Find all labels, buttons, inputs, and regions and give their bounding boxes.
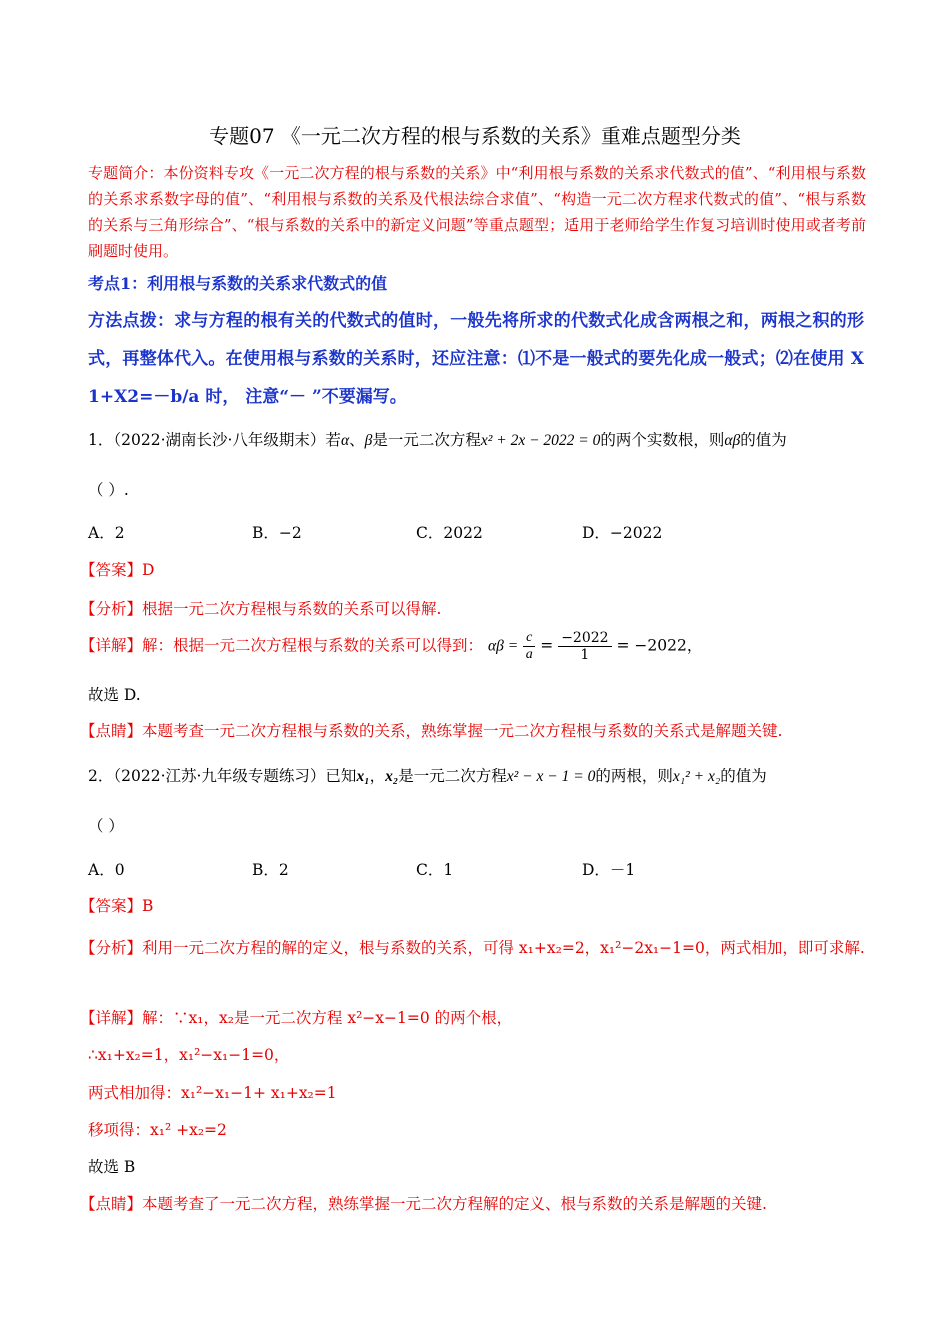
section1-method: 方法点拨：求与方程的根有关的代数式的值时，一般先将所求的代数式化成含两根之和，两根之积的形式，再整体代入。在使用根与系数的关系时，还应注意：⑴不是一般式的要先化成一般式；⑵在使用 X1+X2=－b/a 时， 注意“－ ”不要漏写。 [88, 311, 864, 407]
q2-x2: x₂ [385, 768, 399, 785]
q1-detail: 【详解】解：根据一元二次方程根与系数的关系可以得到： αβ = $\frac{c}{a}$ = $\frac{-2022}{1}$ = −2022， [80, 630, 703, 663]
q2-option-b: B．2 [252, 861, 289, 879]
q1-product: αβ [724, 432, 741, 449]
q2-end: 的两根，则 [595, 767, 673, 785]
q1-source: （2022·湖南长沙·八年级期末）若 [113, 431, 341, 449]
q2-comment: 【点睛】本题考查了一元二次方程，熟练掌握一元二次方程解的定义、根与系数的关系是解题的关键. [80, 1195, 767, 1213]
q2-expression: x₁² + x₂ [672, 768, 721, 785]
q2-mid: 是一元二次方程 [398, 767, 507, 785]
q1-stem [88, 428, 787, 450]
q2-source: （2022·江苏·九年级专题练习）已知 [113, 767, 357, 785]
q1-option-d: D．−2022 [582, 524, 663, 542]
q2-end2: 的值为 [720, 767, 767, 785]
q2-conclusion: 故选 B [88, 1158, 136, 1176]
q2-number: 2． [88, 767, 114, 785]
q1-detail-rhs: = −2022， [616, 636, 703, 655]
frac-numerator: −2022 [558, 630, 611, 647]
q1-option-a: A．2 [88, 524, 125, 542]
q1-end: 的两个实数根，则 [600, 431, 725, 449]
q2-line2: ∴x₁+x₂=1，x₁²−x₁−1=0， [88, 1046, 290, 1064]
q2-option-d: D．－1 [582, 861, 636, 879]
q1-conclusion: 故选 D. [88, 686, 141, 704]
q1-comment: 【点睛】本题考查一元二次方程根与系数的关系，熟练掌握一元二次方程根与系数的关系式是解题关键. [80, 722, 783, 740]
q1-option-c: C．2022 [416, 524, 483, 542]
q1-alpha: α [340, 432, 350, 449]
q2-detail [80, 1006, 512, 1028]
q2-analysis: 【分析】利用一元二次方程的解的定义，根与系数的关系，可得 x₁+x₂=2，x₁²−2x₁−1=0，两式相加，即可求解. [80, 939, 865, 957]
q2-stem [88, 764, 767, 786]
q2-paren: （ ） [88, 817, 124, 835]
q2-answer: 【答案】B [80, 897, 154, 915]
q2-detail-text: 解：∵x₁，x₂是一元二次方程 x²−x−1=0 的两个根， [142, 1009, 513, 1027]
q2-detail-label: 【详解】 [80, 1009, 143, 1027]
section1-heading: 考点1：利用根与系数的关系求代数式的值 [88, 274, 388, 293]
page-title: 专题07 《一元二次方程的根与系数的关系》重难点题型分类 [209, 124, 741, 148]
q1-number: 1． [88, 431, 114, 449]
q2-sep: ， [369, 767, 386, 785]
q1-analysis: 【分析】根据一元二次方程根与系数的关系可以得解. [80, 600, 442, 618]
q1-detail-text: 解：根据一元二次方程根与系数的关系可以得到： [142, 636, 484, 655]
frac-numerator: c [523, 630, 535, 647]
intro-paragraph: 专题简介：本份资料专攻《一元二次方程的根与系数的关系》中“利用根与系数的关系求代数式的值”、“利用根与系数的关系求系数字母的值”、“利用根与系数的关系及代根法综合求值”、“构造一元二次方程求代数式的值”、“根与系数的关系与三角形综合”、“根与系数的关系中的新定义问题”等重点题型；适用于老师给学生作复习培训时使用或者考前刷题时使用。 [88, 164, 866, 260]
q2-equation: x² − x − 1 = 0 [506, 768, 596, 785]
q2-option-c: C．1 [416, 861, 454, 879]
q1-beta: β [364, 432, 373, 449]
q1-sep: 、 [349, 431, 365, 449]
q2-x1: x₁ [356, 768, 370, 785]
q1-detail-lhs: αβ = [487, 637, 519, 655]
q1-end2: 的值为 [740, 431, 787, 449]
q1-equation: x² + 2x − 2022 = 0 [480, 432, 601, 449]
q2-line4: 移项得：x₁² +x₂=2 [88, 1121, 227, 1139]
frac-denominator: 1 [580, 647, 590, 663]
q1-answer: 【答案】D [80, 561, 155, 579]
q1-fraction-value [558, 630, 611, 663]
q2-option-a: A．0 [88, 861, 125, 879]
q2-line3: 两式相加得：x₁²−x₁−1+ x₁+x₂=1 [88, 1084, 337, 1102]
q1-paren: （ ）. [88, 481, 129, 499]
frac-denominator: a [525, 647, 533, 662]
q1-detail-label: 【详解】 [80, 636, 143, 655]
q1-fraction-c-over-a [523, 630, 535, 663]
q1-mid: 是一元二次方程 [372, 431, 481, 449]
q1-option-b: B．−2 [252, 524, 302, 542]
